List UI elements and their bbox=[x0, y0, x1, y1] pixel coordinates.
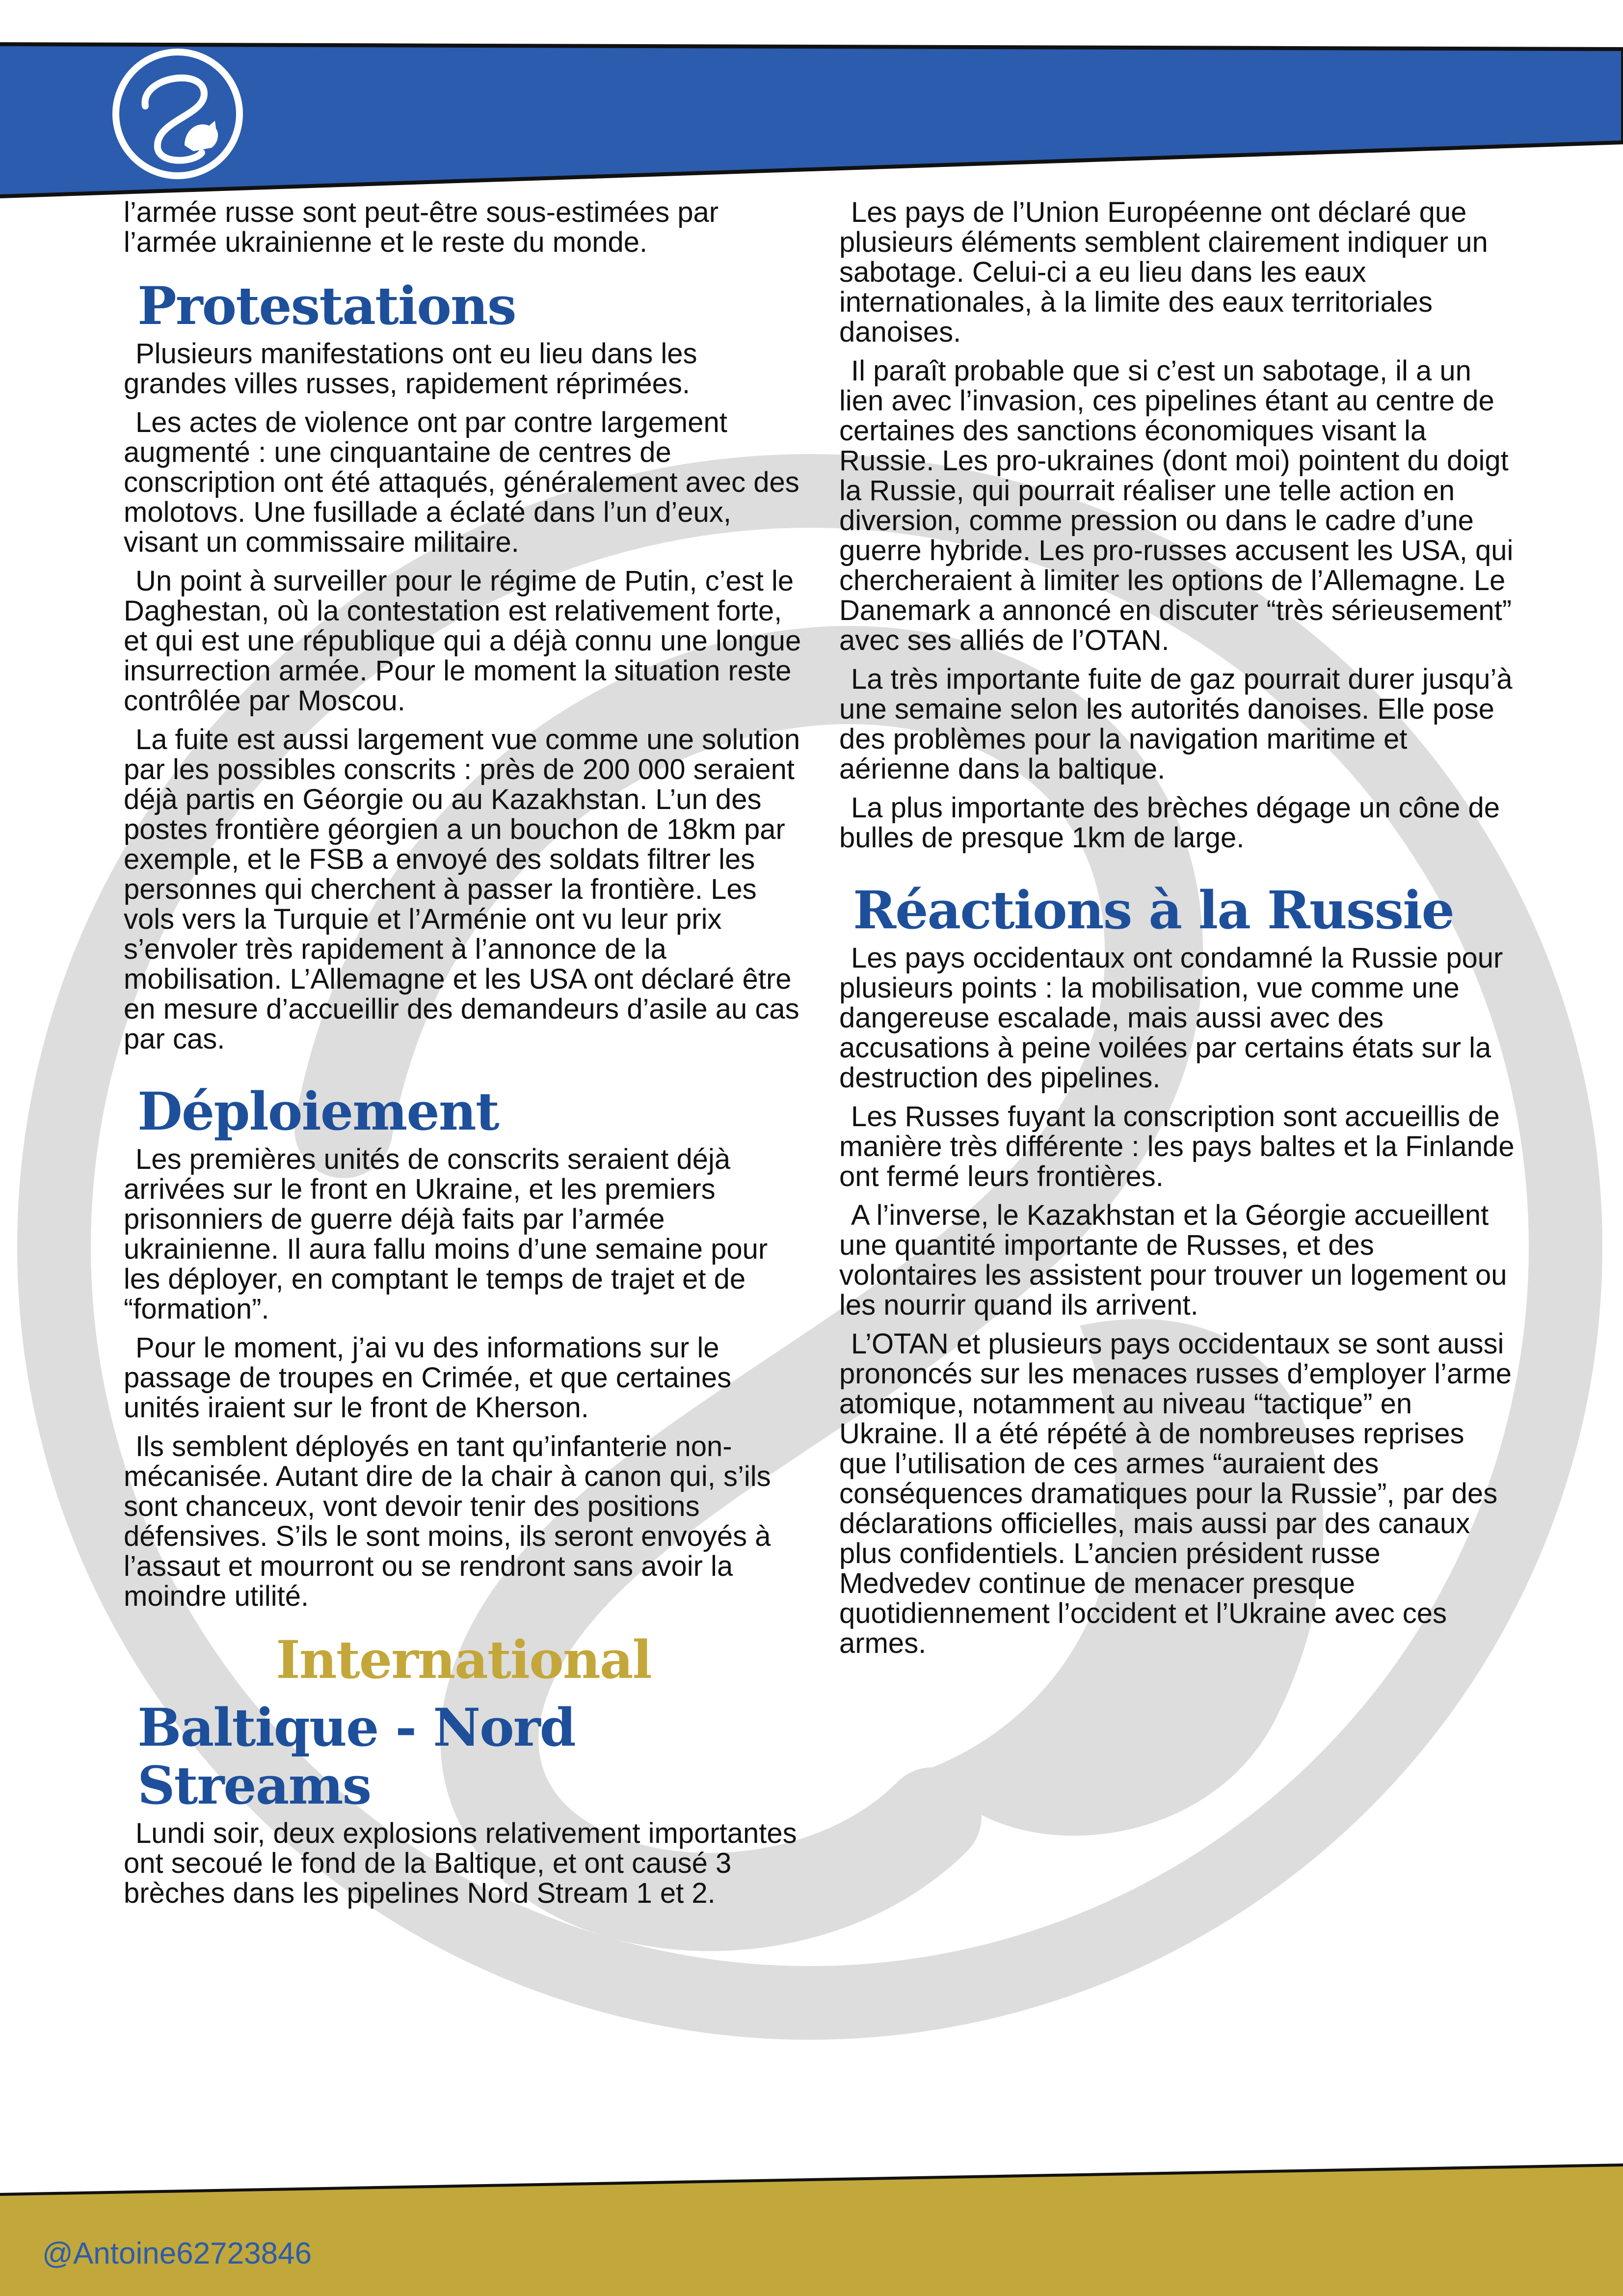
section-heading-international: International bbox=[276, 1629, 651, 1690]
paragraph: Plusieurs manifestations ont eu lieu dans les grandes villes russes, rapidement réprimées. bbox=[124, 338, 697, 400]
paragraph: A l’inverse, le Kazakhstan et la Géorgie accueillent une quantité importante de Russes, et des volontaires les assistent pour trouver un logement ou les nourrir quand ils arrivent. bbox=[839, 1199, 1507, 1321]
paragraph: Il paraît probable que si c’est un sabotage, il a un lien avec l’invasion, ces pipelines étant au centre de certaines des sanctions économiques visant la Russie. Les pro-ukraines (dont moi) pointent du doigt la Russie, qui pourrait réaliser une telle action en diversion, comme pression ou dans le cadre d’une guerre hybride. Les pro-russes accusent les USA, qui chercheraient à limiter les options de l’Allemagne. Le Danemark a annoncé en discuter “très sérieusement” avec ses alliés de l’OTAN. bbox=[839, 355, 1514, 656]
paragraph: La très importante fuite de gaz pourrait durer jusqu’à une semaine selon les autorités danoises. Elle pose des problèmes pour la navigation maritime et aérienne dans la baltique. bbox=[839, 663, 1513, 785]
footer-banner bbox=[0, 2155, 1623, 2296]
paragraph: La plus importante des brèches dégage un cône de bulles de presque 1km de large. bbox=[839, 792, 1500, 854]
paragraph: Les pays occidentaux ont condamné la Russie pour plusieurs points : la mobilisation, vue comme une dangereuse escalade, mais aussi avec des accusations à peine voilées par certains états sur la destruction des pipelines. bbox=[839, 942, 1503, 1094]
heading-baltique: Baltique - Nord Streams bbox=[137, 1697, 575, 1816]
rat-in-circle-logo bbox=[111, 47, 244, 181]
paragraph: Un point à surveiller pour le régime de Putin, c’est le Daghestan, où la contestation est relativement forte, et qui est une république qui a déjà connu une longue insurrection armée. Pour le moment la situation reste contrôlée par Moscou. bbox=[124, 565, 801, 717]
paragraph: Les actes de violence ont par contre largement augmenté : une cinquantaine de centres de conscription ont été attaqués, généralement avec des molotovs. Une fusillade a éclaté dans l’un d’eux, visant un commissaire militaire. bbox=[124, 406, 799, 558]
paragraph: Ils semblent déployés en tant qu’infanterie non-mécanisée. Autant dire de la chair à canon qui, s’ils sont chanceux, vont devoir tenir des positions défensives. S’ils le sont moins, ils seront envoyés à l’assaut et mourront ou se rendront sans avoir la moindre utilité. bbox=[124, 1431, 771, 1612]
paragraph: Les pays de l’Union Européenne ont déclaré que plusieurs éléments semblent clairement indiquer un sabotage. Celui-ci a eu lieu dans les eaux internationales, à la limite des eaux territoriales danoises. bbox=[839, 196, 1488, 348]
author-handle[interactable]: @Antoine62723846 bbox=[42, 2237, 312, 2270]
paragraph: Les Russes fuyant la conscription sont accueillis de manière très différente : les pays baltes et la Finlande ont fermé leurs frontières. bbox=[839, 1101, 1515, 1192]
paragraph: L’OTAN et plusieurs pays occidentaux se sont aussi prononcés sur les menaces russes d’employer l’arme atomique, notamment au niveau “tactique” en Ukraine. Il a été répété à de nombreuses reprises que l’utilisation de ces armes “auraient des conséquences dramatiques pour la Russie”, par des déclarations officielles, mais aussi par des canaux plus confidentiels. L’ancien président russe Medvedev continue de menacer presque quotidiennement l’occident et l’Ukraine avec ces armes. bbox=[839, 1328, 1512, 1659]
paragraph: Lundi soir, deux explosions relativement importantes ont secoué le fond de la Baltique, et ont causé 3 brèches dans les pipelines Nord Stream 1 et 2. bbox=[124, 1817, 797, 1909]
right-column bbox=[839, 197, 1517, 1667]
heading-protestations: Protestations bbox=[137, 275, 516, 336]
paragraph: La fuite est aussi largement vue comme une solution par les possibles conscrits : près de 200 000 seraient déjà partis en Géorgie ou au Kazakhstan. L’un des postes frontière géorgien a un bouchon de 18km par exemple, et le FSB a envoyé des soldats filtrer les personnes qui cherchent à passer la frontière. Les vols vers la Turquie et l’Arménie ont vu leur prix s’envoler très rapidement à l’annonce de la mobilisation. L’Allemagne et les USA ont déclaré être en mesure d’accueillir des demandeurs d’asile au cas par cas. bbox=[124, 724, 800, 1055]
heading-reactions: Réactions à la Russie bbox=[853, 879, 1454, 941]
paragraph: Les premières unités de conscrits seraient déjà arrivées sur le front en Ukraine, et les premiers prisonniers de guerre déjà faits par l’armée ukrainienne. Il aura fallu moins d’une semaine pour les déployer, en comptant le temps de trajet et de “formation”. bbox=[124, 1143, 768, 1325]
left-column bbox=[124, 197, 803, 1917]
heading-deploiement: Déploiement bbox=[137, 1080, 499, 1142]
intro-paragraph: l’armée russe sont peut-être sous-estimées par l’armée ukrainienne et le reste du monde. bbox=[124, 196, 719, 258]
paragraph: Pour le moment, j’ai vu des informations sur le passage de troupes en Crimée, et que certaines unités iraient sur le front de Kherson. bbox=[124, 1332, 732, 1424]
